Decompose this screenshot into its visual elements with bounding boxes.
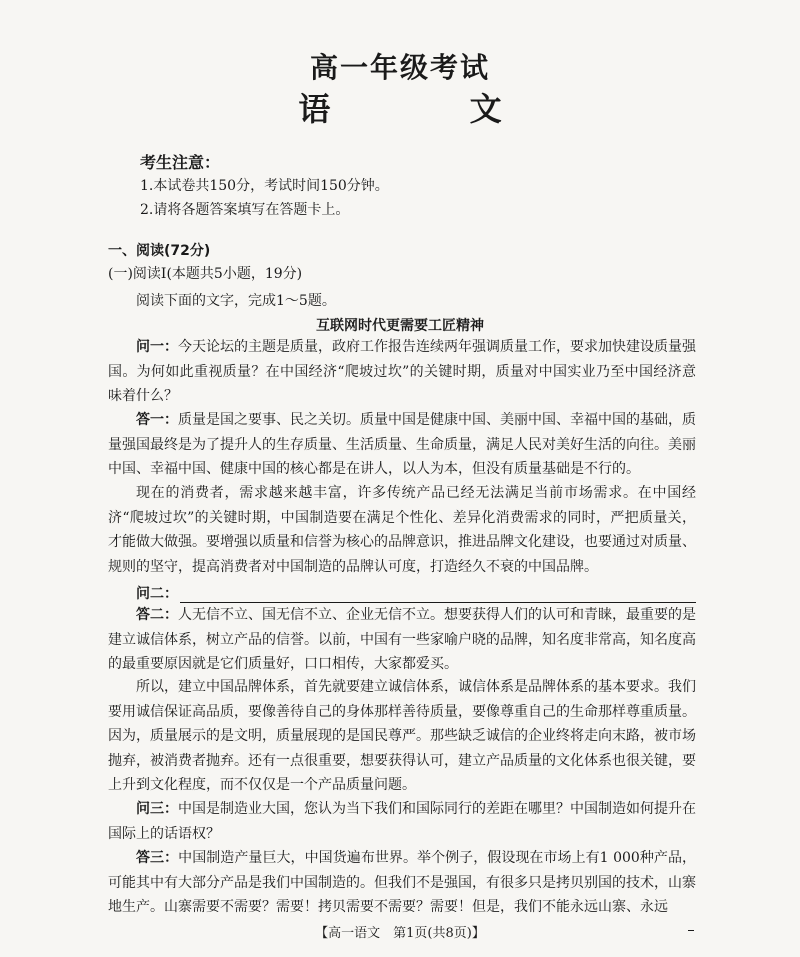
a2-text: 人无信不立、国无信不立、企业无信不立。想要获得人们的认可和青睐，最重要的是建立诚信体系，树立产品的信誉。以前，中国有一些家喻户晓的品牌，知名度非常高，知名度高的最重要原因就是它们质量好，口口相传，大家都爱买。 [108,607,696,673]
answer-3 [108,846,696,920]
answer-1 [108,408,696,482]
a3-label: 答三： [136,850,179,866]
a2-label: 答二： [136,607,178,623]
question-3 [108,797,696,846]
subject-title: 语 文 [298,90,566,128]
article-title: 互联网时代更需要工匠精神 [316,318,484,334]
question-1 [108,335,696,409]
q3-text: 中国是制造业大国，您认为当下我们和国际同行的差距在哪里？中国制造如何提升在国际上的话语权？ [108,801,696,842]
notice-item-2: 2.请将各题答案填写在答题卡上。 [140,202,350,218]
section-instruction: 阅读下面的文字，完成1～5题。 [136,293,336,309]
section-subheading: (一)阅读Ⅰ(本题共5小题，19分) [108,266,303,282]
question-2 [136,583,696,603]
answer-2-paragraph-2: 所以，建立中国品牌体系，首先就要建立诚信体系，诚信体系是品牌体系的基本要求。我们要用诚信保证高品质，要像善待自己的身体那样善待质量，要像尊重自己的生命那样尊重质量。因为，质量展示的是文明，质量展现的是国民尊严。那些缺乏诚信的企业终将走向末路，被市场抛弃，被消费者抛弃。还有一点很重要，想要获得认可，建立产品质量的文化体系也很关键，要上升到文化程度，而不仅仅是一个产品质量问题。 [108,679,696,794]
a1-label: 答一： [136,412,178,428]
notice-heading: 考生注意： [140,153,221,172]
a3-text: 中国制造产量巨大，中国货遍布世界。举个例子，假设现在市场上有1 000种产品，可能其中有大部分产品是我们中国制造的。但我们不是强国，有很多只是拷贝别国的技术，山寨地生产。山寨需要不需要？需要！拷贝需要不需要？需要！但是，我们不能永远山寨、永远 [108,850,697,916]
section-heading: 一、阅读(72分) [108,243,211,259]
notice-item-1: 1.本试卷共150分，考试时间150分钟。 [140,178,389,194]
answer-1-paragraph-2: 现在的消费者，需求越来越丰富，许多传统产品已经无法满足当前市场需求。在中国经济“爬坡过坎”的关键时期，中国制造要在满足个性化、差异化消费需求的同时，严把质量关，才能做大做强。要增强以质量和信誉为核心的品牌意识，推进品牌文化建设，也要通过对质量、规则的坚守，提高消费者对中国制造的品牌认可度，打造经久不衰的中国品牌。 [108,485,696,575]
a1-text: 质量是国之要事、民之关切。质量中国是健康中国、美丽中国、幸福中国的基础，质量强国最终是为了提升人的生存质量、生活质量、生命质量，满足人民对美好生活的向往。美丽中国、幸福中国、健康中国的核心都是在讲人，以人为本，但没有质量基础是不行的。 [108,412,696,478]
q2-blank-line [180,588,696,603]
q2-label: 问二： [136,586,178,602]
exam-title: 高一年级考试 [309,51,490,84]
q3-label: 问三： [136,801,178,817]
q1-label: 问一： [136,339,178,355]
page-footer: 【高一语文 第1页(共8页)】 [315,926,485,941]
q1-text: 今天论坛的主题是质量，政府工作报告连续两年强调质量工作，要求加快建设质量强国。为何如此重视质量？在中国经济“爬坡过坎”的关键时期，质量对中国实业乃至中国经济意味着什么？ [108,339,696,405]
answer-2 [108,603,696,677]
corner-mark [688,930,694,931]
